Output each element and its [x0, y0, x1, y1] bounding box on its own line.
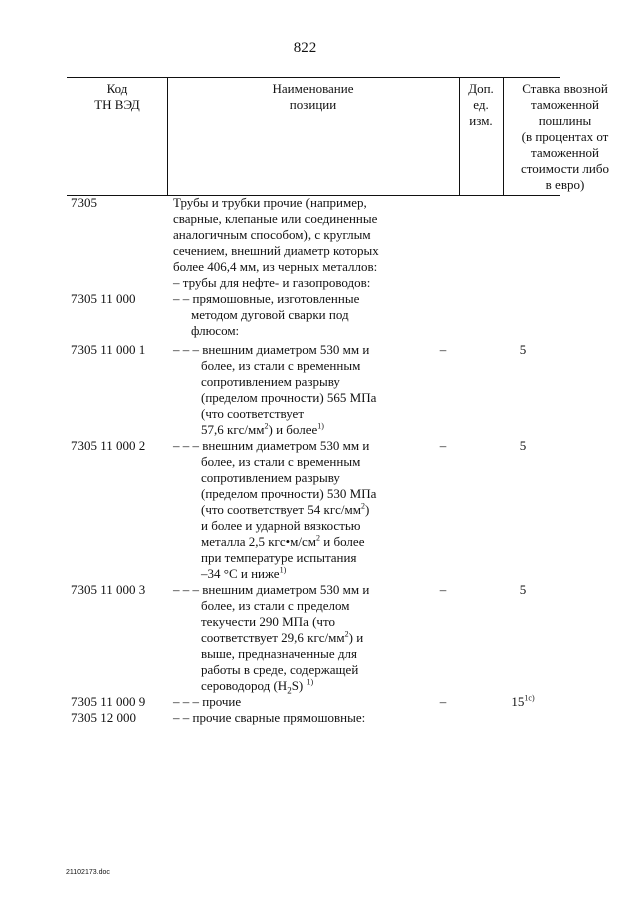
table-row	[67, 342, 560, 438]
header-rate: Ставка ввозной таможенной пошлины (в процентах от таможенной стоимости либо в евро)	[520, 81, 609, 192]
footer-filename: 21102173.doc	[66, 869, 110, 876]
row-description: – – прямошовные, изготовленные методом дуговой сварки под флюсом:	[173, 291, 360, 338]
header-unit: Доп. ед. изм.	[468, 81, 494, 128]
row-rate: 5	[519, 438, 527, 453]
row-rate: $15^{1с)}$	[511, 693, 535, 709]
table-row	[67, 195, 560, 291]
row-code: 7305 11 000 1	[71, 342, 146, 357]
table-row	[67, 694, 560, 710]
page-number: 822	[293, 40, 317, 56]
table-row	[67, 582, 560, 694]
row-unit: –	[439, 582, 447, 597]
table-body	[67, 195, 560, 726]
row-description: – – – прочие	[173, 694, 242, 709]
row-code: 7305 12 000	[71, 710, 136, 725]
row-unit: –	[439, 342, 447, 357]
row-unit: –	[439, 438, 447, 453]
row-description: – – прочие сварные прямошовные:	[173, 710, 366, 725]
row-description: – – – внешним диаметром 530 мм и более, из стали с пределом текучести 290 МПа (что соответствует 29,6 кгс/$мм^2$) и выше, предназначенные для работы в среде, содержащей сероводород $(H_2S)$ $^{1)}$	[173, 582, 370, 696]
header-name: Наименование позиции	[272, 81, 354, 112]
row-code: 7305 11 000	[71, 291, 136, 306]
table-row	[67, 438, 560, 582]
row-description: – – – внешним диаметром 530 мм и более, из стали с временным сопротивлением разрыву (пределом прочности) 565 МПа (что соответствует 57,6 кгс/$мм^2$) и более$^{1)}$	[173, 342, 377, 437]
row-code: 7305 11 000 9	[71, 694, 146, 709]
row-description: Трубы и трубки прочие (например, сварные, клепаные или соединенные аналогичным способом), с круглым сечением, внешний диаметр которых более 406,4 мм, из черных металлов: – трубы для нефте- и газопроводов:	[173, 195, 379, 290]
table-header	[67, 77, 609, 196]
row-code: 7305 11 000 2	[71, 438, 146, 453]
row-rate: 5	[519, 342, 527, 357]
row-code: 7305	[71, 195, 97, 210]
row-code: 7305 11 000 3	[71, 582, 146, 597]
row-description: – – – внешним диаметром 530 мм и более, из стали с временным сопротивлением разрыву (пределом прочности) 530 МПа (что соответствует 54 кгс/$мм^2$) и более и ударной вязкостью металла 2,5 $кгс•м/см^2$ и более при температуре испытания –34 °С и ниже$^{1)}$	[173, 438, 377, 581]
row-unit: –	[439, 694, 447, 709]
header-code: Код ТН ВЭД	[94, 81, 140, 112]
row-rate: 5	[519, 582, 527, 597]
table-row	[67, 710, 560, 726]
table-row	[67, 291, 560, 339]
